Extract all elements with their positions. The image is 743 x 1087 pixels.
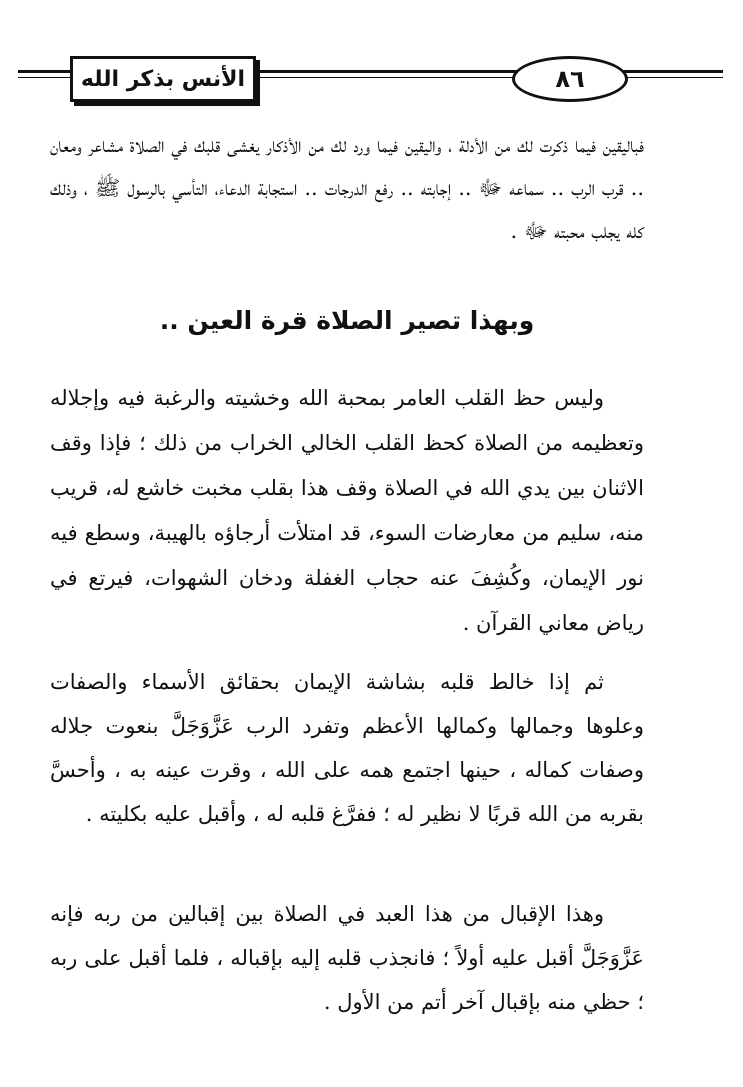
section-heading: وبهذا تصير الصلاة قرة العين .. <box>159 306 535 335</box>
paragraph-2: وليس حظ القلب العامر بمحبة الله وخشيته والرغبة فيه وإجلاله وتعظيمه من الصلاة كحظ القلب الخالي الخراب من ذلك ؛ فإذا وقف الاثنان بين يدي الله في الصلاة وقف هذا بقلب مخبت خاشع له، قريب منه، سليم من معارضات السوء، قد امتلأت أرجاؤه بالهيبة، وسطع فيه نور الإيمان، وكُشِفَ عنه حجاب الغفلة ودخان الشهوات، فيرتع في رياض معاني القرآن . <box>50 386 644 635</box>
paragraph-4: وهذا الإقبال من هذا العبد في الصلاة بين إقبالين من ربه فإنه عَزَّوَجَلَّ أقبل عليه أولاً ؛ فانجذب قلبه إليه بإقباله ، فلما أقبل على ربه ؛ حظي منه بإقبال آخر أتم من الأول . <box>50 902 644 1014</box>
paragraph-1: فباليقين فيما ذكرت لك من الأدلة ، واليقين فيما ورد لك من الأذكار يغشى قلبك في الصلاة مشاعر ومعان .. قرب الرب .. سماعه ﷻ .. إجابته .. رفع الدرجات .. استجابة الدعاء، التأسي بالرسول ﷺ ، وذلك كله يجلب محبته ﷻ . <box>50 133 644 243</box>
page-number: ٨٦ <box>512 56 628 102</box>
paragraph-3: ثم إذا خالط قلبه بشاشة الإيمان بحقائق الأسماء والصفات وعلوها وجمالها وكمالها الأعظم وتفرد الرب عَزَّوَجَلَّ بنعوت جلاله وصفات كماله ، حينها اجتمع همه على الله ، وقرت عينه به ، وأحسَّ بقربه من الله قربًا لا نظير له ؛ ففرَّغ قلبه له ، وأقبل عليه بكليته . <box>50 670 644 826</box>
running-title: الأنس بذكر الله <box>70 56 256 102</box>
